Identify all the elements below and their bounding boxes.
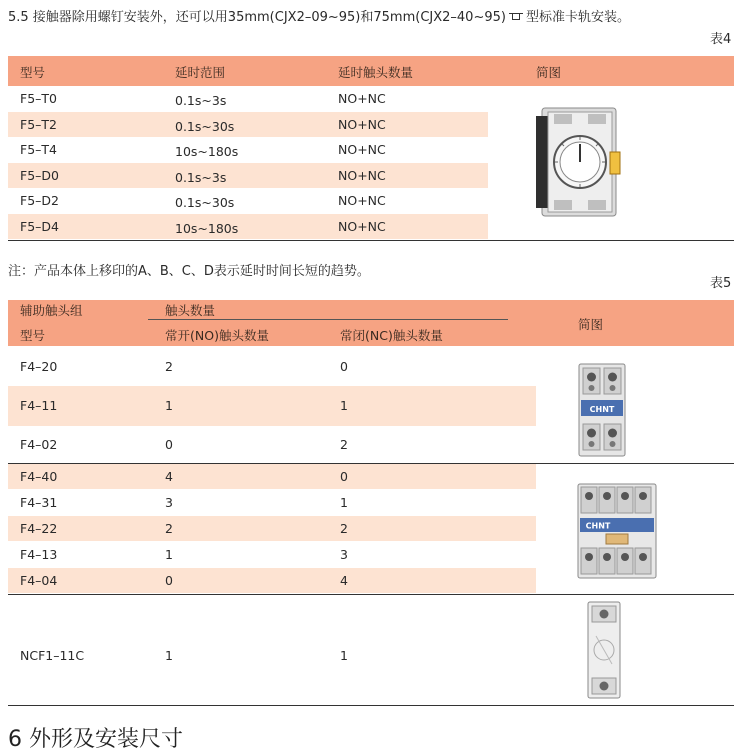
table4-cell: 0.1s~3s [175,170,227,185]
table4-bottom-rule [8,240,734,241]
aux-contact-side-image [582,600,626,700]
table5-cell: NCF1–11C [20,648,85,663]
table4-header-range: 延时范围 [175,65,226,80]
table5-cell: 3 [165,495,173,510]
table5-cell: 0 [165,437,173,452]
timer-module-image [534,104,628,220]
table5-bottom-rule [8,705,734,706]
aux-contact-2pole-image [577,362,627,458]
table5-cell: F4–02 [20,437,58,452]
table5-group-rule [8,594,734,595]
table4-cell: F5–D0 [20,168,59,183]
table5-cell: 2 [340,521,348,536]
table5-header-nc: 常闭(NC)触头数量 [340,328,443,343]
table5-cell: 1 [165,648,173,663]
table4-cell: NO+NC [338,117,386,132]
table5-cell: 4 [340,573,348,588]
table5-row-stripe [8,386,536,426]
table4-row-stripe [8,214,488,239]
table5-cell: F4–22 [20,521,58,536]
table4-cell: F5–T0 [20,91,57,106]
table4-cell: 0.1s~30s [175,195,235,210]
table4-cell: 10s~180s [175,221,239,236]
table4-cell: NO+NC [338,142,386,157]
table5-cell: 1 [165,547,173,562]
section-title: 6 外形及安装尺寸 [8,727,183,752]
table5-row-stripe [8,568,536,593]
table5-cell: 3 [340,547,348,562]
table5-cell: 0 [340,469,348,484]
table5-cell: F4–20 [20,359,58,374]
table4-cell: F5–D4 [20,219,59,234]
din-rail-icon [509,13,523,22]
table5-row-stripe [8,464,536,489]
table4-cell: 0.1s~3s [175,93,227,108]
table4-cell: NO+NC [338,193,386,208]
table5-cell: 1 [340,648,348,663]
table4-header-count: 延时触头数量 [338,65,414,80]
table4-cell: NO+NC [338,168,386,183]
table4-cell: F5–T4 [20,142,57,157]
table4-header-model: 型号 [20,65,46,80]
table5-cell: 2 [165,359,173,374]
table5-cell: 0 [340,359,348,374]
table5-cell: F4–11 [20,398,58,413]
table5-header-group: 辅助触头组 [20,303,83,318]
table5-cell: F4–31 [20,495,58,510]
table5-cell: F4–04 [20,573,58,588]
table5-cell: 1 [165,398,173,413]
table5-cell: 2 [340,437,348,452]
table4-header-diagram: 简图 [536,65,562,80]
table5-cell: 1 [340,495,348,510]
table4-label: 表4 [710,32,732,47]
table5-header-model: 型号 [20,328,46,343]
table5-cell: F4–13 [20,547,58,562]
table5-cell: 0 [165,573,173,588]
table5-cell: 2 [165,521,173,536]
table5-header-diagram: 简图 [578,317,604,332]
table4-note: 注：产品本体上移印的A、B、C、D表示延时时间长短的趋势。 [8,264,370,279]
table5-header-contacts: 触头数量 [165,303,216,318]
intro-text-after: 型标准卡轨安装。 [525,10,630,25]
chnt-logo-text: CHNT [585,521,611,531]
table4-row-stripe [8,112,488,137]
chnt-logo-text: CHNT [589,405,615,414]
table5-label: 表5 [710,276,732,291]
table4-cell: F5–D2 [20,193,59,208]
table5-row-stripe [8,516,536,541]
table4-cell: NO+NC [338,91,386,106]
aux-contact-4pole-image [576,482,658,580]
table5-cell: F4–40 [20,469,58,484]
table5-header-subrule [148,319,508,320]
table4-cell: F5–T2 [20,117,57,132]
table4-cell: 10s~180s [175,144,239,159]
table5-cell: 4 [165,469,173,484]
table5-cell: 1 [340,398,348,413]
intro-text [8,6,630,25]
intro-text-before: 5.5 接触器除用螺钉安装外，还可以用35mm(CJX2–09~95)和75mm(CJX2–40~95) [8,10,506,25]
table4-row-stripe [8,163,488,188]
table4-cell: 0.1s~30s [175,119,235,134]
table5-header-no: 常开(NO)触头数量 [165,328,269,343]
table4-cell: NO+NC [338,219,386,234]
